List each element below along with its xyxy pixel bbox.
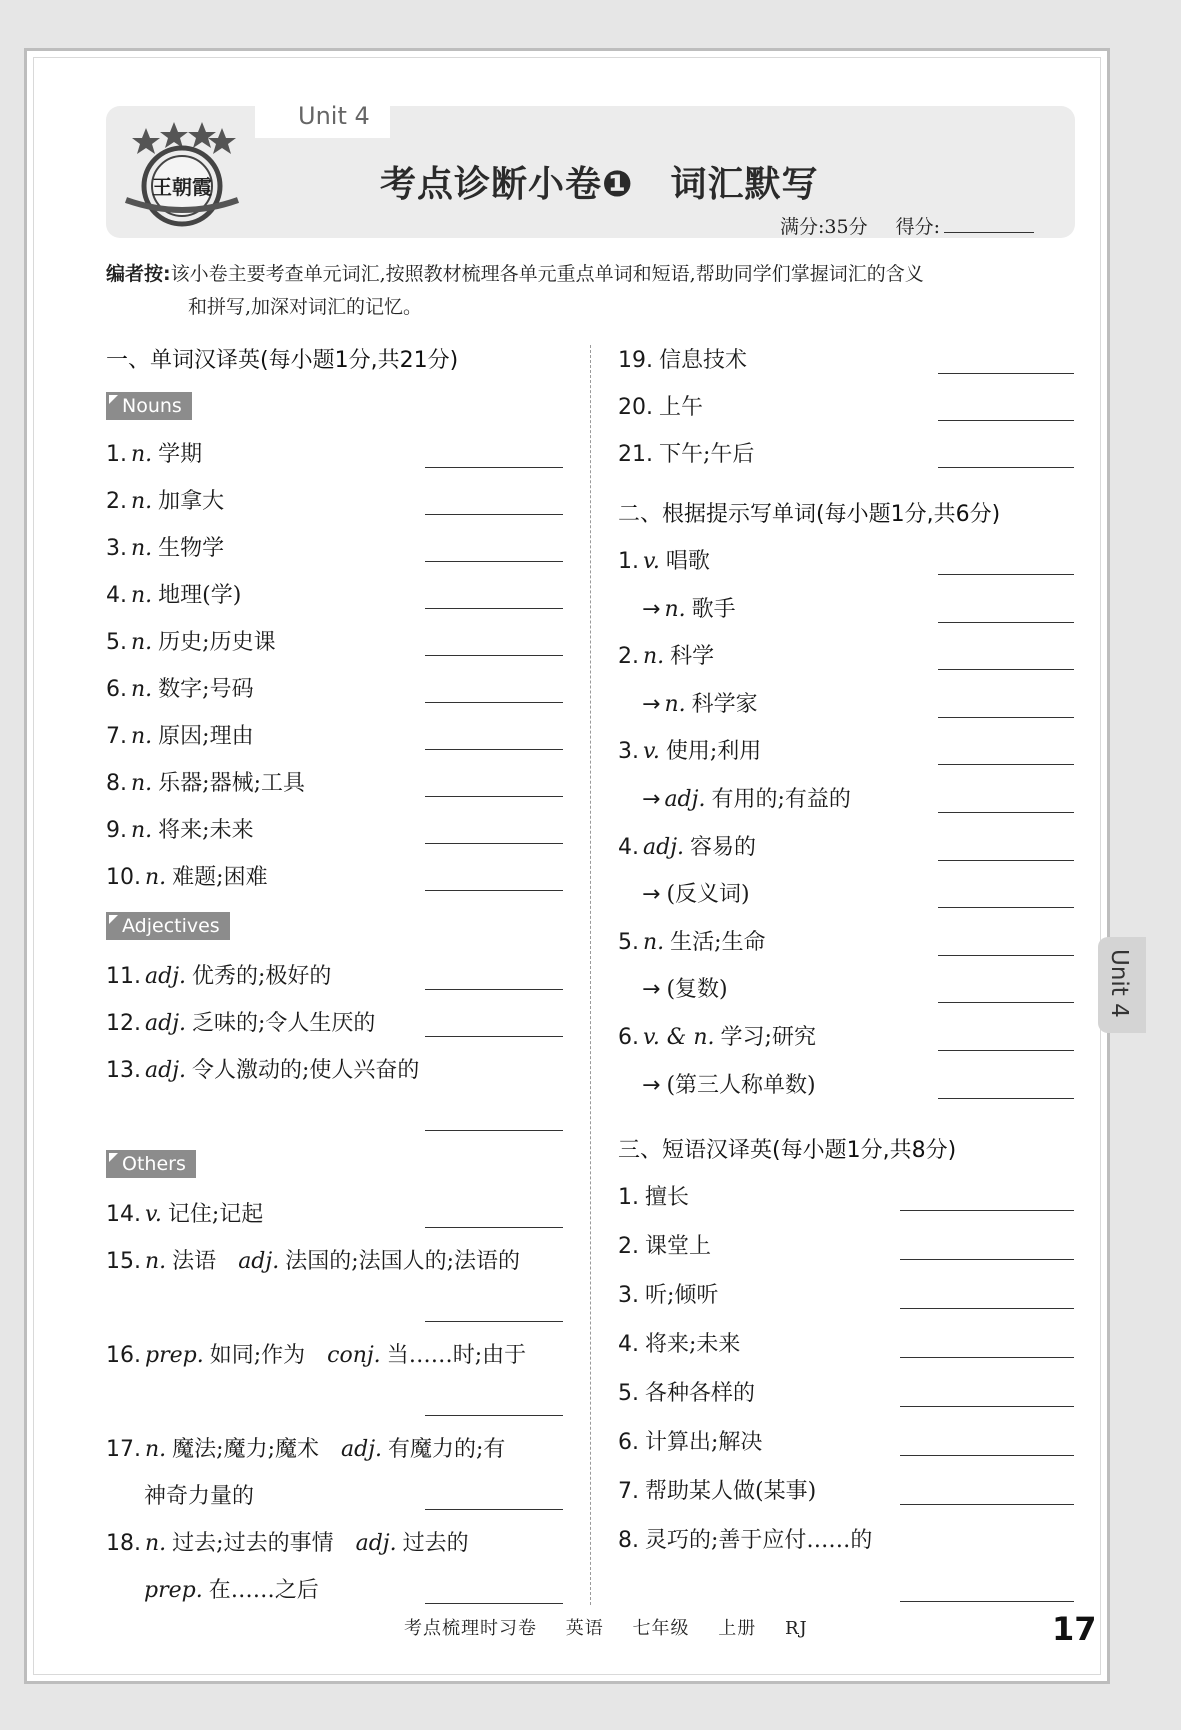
question-item <box>618 544 710 575</box>
part-of-speech: adj. <box>355 1531 397 1556</box>
question-continuation <box>144 1479 254 1510</box>
question-continuation <box>144 1573 319 1604</box>
question-item <box>642 592 736 623</box>
footer-subject: 英语 <box>565 1618 604 1639</box>
question-item <box>618 639 714 670</box>
question-item <box>642 1068 816 1099</box>
question-text: 记住;记起 <box>167 1202 264 1227</box>
question-text: 过去;过去的事情 <box>172 1531 334 1556</box>
question-item <box>106 1053 419 1084</box>
question-number: 3. <box>618 739 639 765</box>
question-number: → <box>642 977 661 1003</box>
question-item <box>106 860 268 891</box>
question-item <box>106 1197 263 1228</box>
question-number: 7. <box>618 1479 639 1504</box>
question-number: → <box>642 882 661 908</box>
answer-blank[interactable] <box>425 467 563 468</box>
question-item <box>618 1229 711 1260</box>
question-text: 将来;未来 <box>645 1332 741 1357</box>
question-item <box>618 343 747 374</box>
answer-blank[interactable] <box>900 1308 1074 1309</box>
part-of-speech: v. & n. <box>643 1025 715 1050</box>
question-text: 数字;号码 <box>158 677 254 702</box>
answer-blank[interactable] <box>900 1357 1074 1358</box>
part-of-speech: n. <box>131 442 153 467</box>
question-number: 2. <box>618 1234 639 1259</box>
answer-blank[interactable] <box>900 1259 1074 1260</box>
question-number: 8. <box>106 771 127 796</box>
question-text: 在……之后 <box>208 1578 319 1603</box>
answer-blank[interactable] <box>938 860 1074 861</box>
question-number: 4. <box>106 583 127 608</box>
answer-blank[interactable] <box>425 989 563 990</box>
answer-blank[interactable] <box>425 1415 563 1416</box>
answer-blank[interactable] <box>425 1130 563 1131</box>
part-of-speech: n. <box>664 596 686 622</box>
editor-note <box>106 258 1076 324</box>
question-text: 将来;未来 <box>158 818 254 843</box>
part-of-speech: v. <box>643 549 660 574</box>
question-text: 下午;午后 <box>659 442 755 467</box>
publisher-logo-icon <box>122 120 242 228</box>
question-text: 容易的 <box>690 834 757 860</box>
question-text: (复数) <box>666 977 728 1003</box>
question-text: 歌手 <box>691 596 736 622</box>
page-title: 考点诊断小卷❶ 词汇默写 <box>380 164 819 205</box>
question-item <box>106 437 202 468</box>
question-number: → <box>642 596 661 622</box>
footer-edition: RJ <box>784 1618 808 1639</box>
part-of-speech: n. <box>643 929 665 955</box>
answer-blank[interactable] <box>425 1036 563 1037</box>
column-divider <box>590 345 591 1605</box>
question-number: 1. <box>618 549 639 574</box>
question-number: 6. <box>106 677 127 702</box>
question-item <box>618 1523 872 1554</box>
answer-blank[interactable] <box>900 1210 1074 1211</box>
question-number: 5. <box>618 1381 639 1406</box>
question-item <box>106 766 305 797</box>
question-number: 3. <box>106 536 127 561</box>
part-of-speech: adj. <box>238 1249 280 1274</box>
question-number: 8. <box>618 1528 639 1553</box>
question-text: 历史;历史课 <box>158 630 276 655</box>
question-item <box>106 1006 375 1037</box>
section2-heading: 二、根据提示写单词(每小题1分,共6分) <box>618 502 1001 527</box>
answer-blank[interactable] <box>938 1050 1074 1051</box>
part-of-speech: adj. <box>341 1437 383 1462</box>
question-item <box>618 1425 762 1456</box>
question-number: 4. <box>618 834 639 860</box>
question-item <box>106 813 254 844</box>
question-item <box>106 578 241 609</box>
question-text: 原因;理由 <box>158 724 254 749</box>
question-text: 法语 <box>172 1249 217 1274</box>
tag-others: Others <box>106 1150 196 1178</box>
question-number: 10. <box>106 865 141 890</box>
question-number: 7. <box>106 724 127 749</box>
answer-blank[interactable] <box>425 843 563 844</box>
part-of-speech: adj. <box>643 834 685 860</box>
question-item <box>642 877 750 908</box>
question-number: 14. <box>106 1202 141 1227</box>
question-text: 课堂上 <box>645 1234 712 1259</box>
footer-grade: 七年级 <box>632 1618 690 1639</box>
question-text: 地理(学) <box>158 583 242 608</box>
part-of-speech: adj. <box>145 964 187 989</box>
part-of-speech: n. <box>643 644 665 670</box>
side-unit-label: Unit 4 <box>1106 949 1132 1018</box>
question-text: 上午 <box>659 395 704 420</box>
question-item <box>618 925 766 956</box>
answer-blank[interactable] <box>425 1509 563 1510</box>
answer-blank[interactable] <box>900 1601 1074 1602</box>
question-item <box>618 1278 718 1309</box>
question-number: → <box>642 1072 661 1098</box>
part-of-speech: adj. <box>664 787 706 812</box>
answer-blank[interactable] <box>425 514 563 515</box>
editor-note-lead: 编者按: <box>106 263 171 285</box>
answer-blank[interactable] <box>938 574 1074 575</box>
question-item <box>106 1432 505 1463</box>
question-item <box>106 625 276 656</box>
question-text: 有用的;有益的 <box>711 787 851 812</box>
answer-blank[interactable] <box>425 1603 563 1604</box>
question-number: 6. <box>618 1430 639 1455</box>
question-number: 19. <box>618 348 653 373</box>
question-number: 2. <box>106 489 127 514</box>
answer-blank[interactable] <box>425 1321 563 1322</box>
question-item <box>618 437 754 468</box>
question-text: 信息技术 <box>659 348 748 373</box>
answer-blank[interactable] <box>938 373 1074 374</box>
question-text: 唱歌 <box>665 549 710 574</box>
question-text: 过去的 <box>402 1531 469 1556</box>
answer-blank[interactable] <box>938 764 1074 765</box>
question-text: 令人激动的;使人兴奋的 <box>192 1058 420 1083</box>
question-number: 13. <box>106 1058 141 1083</box>
answer-blank[interactable] <box>938 955 1074 956</box>
question-number: 17. <box>106 1437 141 1462</box>
question-number: 9. <box>106 818 127 843</box>
answer-blank[interactable] <box>938 467 1074 468</box>
question-number: 21. <box>618 442 653 467</box>
answer-blank[interactable] <box>938 812 1074 813</box>
part-of-speech: n. <box>131 771 153 796</box>
question-text: 乏味的;令人生厌的 <box>192 1011 376 1036</box>
question-text: (反义词) <box>666 882 750 908</box>
question-text: 听;倾听 <box>645 1283 719 1308</box>
question-text: 生活;生命 <box>670 929 766 955</box>
answer-blank[interactable] <box>425 796 563 797</box>
logo-text: 王朝霞 <box>152 175 212 199</box>
question-item <box>106 1244 520 1275</box>
question-text: 当……时;由于 <box>386 1343 527 1368</box>
question-text: 科学 <box>670 644 715 670</box>
question-text: 计算出;解决 <box>645 1430 763 1455</box>
question-text: 生物学 <box>158 536 225 561</box>
question-item <box>106 959 331 990</box>
part-of-speech: n. <box>131 677 153 702</box>
editor-note-line1: 该小卷主要考查单元词汇,按照教材梳理各单元重点单词和短语,帮助同学们掌握词汇的含义 <box>170 263 924 285</box>
part-of-speech: n. <box>664 691 686 717</box>
question-number: 5. <box>106 630 127 655</box>
part-of-speech: n. <box>131 489 153 514</box>
part-of-speech: n. <box>131 536 153 561</box>
question-number: → <box>642 787 661 812</box>
part-of-speech: n. <box>131 583 153 608</box>
side-unit-tab <box>1098 937 1146 1033</box>
question-number: 5. <box>618 929 639 955</box>
question-item <box>642 972 728 1003</box>
answer-blank[interactable] <box>425 890 563 891</box>
question-number: 2. <box>618 644 639 670</box>
question-text: 如同;作为 <box>209 1343 306 1368</box>
answer-blank[interactable] <box>938 1098 1074 1099</box>
question-item <box>106 531 224 562</box>
question-number: 18. <box>106 1531 141 1556</box>
question-item <box>642 782 851 813</box>
tag-adjectives: Adjectives <box>106 912 230 940</box>
part-of-speech: v. <box>643 739 660 765</box>
question-item <box>106 484 224 515</box>
question-text: 科学家 <box>691 691 758 717</box>
part-of-speech: n. <box>145 1249 167 1274</box>
question-number: 4. <box>618 1332 639 1357</box>
answer-blank[interactable] <box>938 420 1074 421</box>
section1-heading: 一、单词汉译英(每小题1分,共21分) <box>106 348 459 373</box>
answer-blank[interactable] <box>938 622 1074 623</box>
question-text: 学期 <box>158 442 203 467</box>
question-item <box>618 390 703 421</box>
answer-blank[interactable] <box>425 608 563 609</box>
part-of-speech: n. <box>145 865 167 890</box>
answer-blank[interactable] <box>425 561 563 562</box>
question-text: 乐器;器械;工具 <box>158 771 305 796</box>
part-of-speech: adj. <box>145 1058 187 1083</box>
section3-heading: 三、短语汉译英(每小题1分,共8分) <box>618 1138 957 1163</box>
question-text: 魔法;魔力;魔术 <box>172 1437 319 1462</box>
question-text: 神奇力量的 <box>144 1484 255 1509</box>
answer-blank[interactable] <box>425 749 563 750</box>
score-line <box>780 212 1034 239</box>
question-item <box>618 1327 740 1358</box>
part-of-speech: prep. <box>145 1343 204 1368</box>
part-of-speech: n. <box>131 818 153 843</box>
question-number: 6. <box>618 1025 639 1050</box>
footer-volume: 上册 <box>718 1618 757 1639</box>
page-number: 17 <box>1052 1610 1097 1648</box>
question-number: 11. <box>106 964 141 989</box>
part-of-speech: conj. <box>327 1343 381 1368</box>
full-score: 满分:35分 <box>780 216 868 238</box>
question-item <box>618 830 756 861</box>
question-number: 20. <box>618 395 653 420</box>
question-number: 3. <box>618 1283 639 1308</box>
question-text: 难题;困难 <box>172 865 268 890</box>
answer-blank[interactable] <box>938 1002 1074 1003</box>
answer-blank[interactable] <box>425 655 563 656</box>
question-item <box>642 687 758 718</box>
tag-nouns: Nouns <box>106 392 192 420</box>
question-text: 灵巧的;善于应付……的 <box>645 1528 873 1553</box>
part-of-speech: n. <box>145 1531 167 1556</box>
answer-blank[interactable] <box>938 907 1074 908</box>
question-number: → <box>642 691 661 717</box>
question-item <box>106 672 254 703</box>
question-text: 擅长 <box>645 1185 690 1210</box>
question-text: 帮助某人做(某事) <box>645 1479 817 1504</box>
part-of-speech: v. <box>145 1202 162 1227</box>
question-item <box>618 1180 689 1211</box>
question-text: 各种各样的 <box>645 1381 756 1406</box>
footer <box>404 1614 830 1640</box>
answer-blank[interactable] <box>425 702 563 703</box>
part-of-speech: n. <box>131 724 153 749</box>
answer-blank[interactable] <box>900 1406 1074 1407</box>
editor-note-line2: 和拼写,加深对词汇的记忆。 <box>188 296 423 318</box>
question-item <box>106 1338 526 1369</box>
unit-label: Unit 4 <box>298 102 370 130</box>
footer-book: 考点梳理时习卷 <box>404 1618 537 1639</box>
answer-blank[interactable] <box>900 1455 1074 1456</box>
question-item <box>618 1376 755 1407</box>
question-text: 优秀的;极好的 <box>192 964 332 989</box>
question-item <box>618 1020 816 1051</box>
question-item <box>618 1474 816 1505</box>
question-item <box>106 719 254 750</box>
question-text: 使用;利用 <box>665 739 762 765</box>
question-number: 1. <box>106 442 127 467</box>
question-item <box>618 734 761 765</box>
question-number: 12. <box>106 1011 141 1036</box>
score-blank[interactable] <box>944 216 1034 233</box>
question-item <box>106 1526 469 1557</box>
question-number: 16. <box>106 1343 141 1368</box>
score-label: 得分: <box>895 216 941 238</box>
question-text: 学习;研究 <box>720 1025 816 1050</box>
answer-blank[interactable] <box>900 1504 1074 1505</box>
part-of-speech: n. <box>145 1437 167 1462</box>
question-text: (第三人称单数) <box>666 1072 816 1098</box>
part-of-speech: prep. <box>144 1578 203 1603</box>
part-of-speech: n. <box>131 630 153 655</box>
answer-blank[interactable] <box>938 717 1074 718</box>
question-text: 法国的;法国人的;法语的 <box>285 1249 521 1274</box>
question-number: 1. <box>618 1185 639 1210</box>
question-text: 有魔力的;有 <box>388 1437 506 1462</box>
question-text: 加拿大 <box>158 489 225 514</box>
answer-blank[interactable] <box>425 1227 563 1228</box>
answer-blank[interactable] <box>938 669 1074 670</box>
question-number: 15. <box>106 1249 141 1274</box>
part-of-speech: adj. <box>145 1011 187 1036</box>
